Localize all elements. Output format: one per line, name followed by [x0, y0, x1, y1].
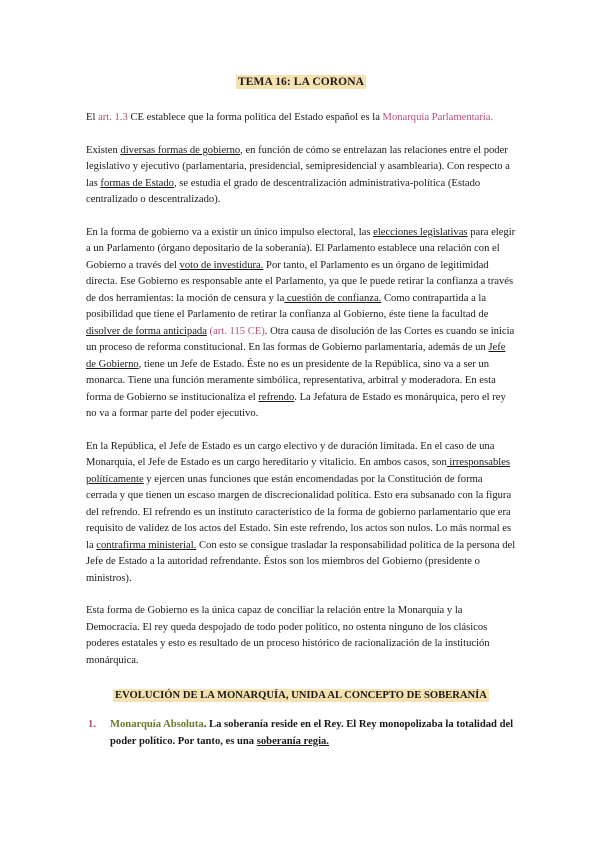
underlined-term: contrafirma ministerial. [96, 539, 197, 551]
list-number: 1. [88, 719, 96, 730]
paragraph-3: En la forma de gobierno va a existir un único impulso electoral, las elecciones legislativas para elegir a un Parlamento (órgano depositario de la soberanía). El Parlamento establece una relación con el Gobierno a través del voto de investidura. Por tanto, el Parlamento es un órgano de legitimidad directa. Ese Gobierno es responsable ante el Parlamento, ya que le puede retirar la confianza a través de dos herramientas: la moción de censura y la cuestión de confianza. Como contrapartida a la posibilidad que tiene el Parlamento de retirar la confianza al Gobierno, éste tiene la facultad de disolver de forma anticipada (art. 115 CE). Otra causa de disolución de las Cortes es cuando se inicia un proceso de reforma constitucional. En las formas de Gobierno parlamentaria, además de un Jefe de Gobierno, tiene un Jefe de Estado. Éste no es un presidente de la República, sino va a ser un monarca. Tiene una función meramente simbólica, representativa, arbitral y moderadora. En esta forma de Gobierno se institucionaliza el refrendo. La Jefatura de Estado es monárquica, pero el rey no va a formar parte del poder ejecutivo. [86, 226, 516, 419]
article-reference: art. 1.3 [98, 112, 128, 123]
numbered-list [86, 717, 516, 750]
list-item: 1. Monarquía Absoluta. La soberanía reside en el Rey. El Rey monopolizaba la totalidad del poder político. Por tanto, es una soberanía regia. [86, 717, 516, 750]
underlined-term: refrendo [258, 391, 295, 403]
underlined-term: irresponsables políticamente [86, 457, 511, 485]
underlined-term: soberanía regia. [256, 735, 329, 747]
underlined-term: diversas formas de gobierno [120, 144, 241, 156]
underlined-term: cuestión de confianza. [284, 292, 382, 304]
underlined-term: formas de Estado [100, 177, 174, 189]
paragraph-4: En la República, el Jefe de Estado es un cargo electivo y de duración limitada. En el caso de una Monarquía, el Jefe de Estado es un cargo hereditario y vitalicio. En ambos casos, son irresponsables políticamente y ejercen unas funciones que están encomendadas por la Constitución de forma cerrada y que tienen un escaso margen de discrecionalidad política. Esto era subsanado con la figura del refrendo. El refrendo es un instituto característico de la forma de gobierno parlamentario que era requisito de validez de los actos del Estado. Sin este refrendo, los actos son nulos. Lo más normal es la contrafirma ministerial. Con esto se consigue trasladar la responsabilidad política de la persona del Jefe de Estado a la autoridad refrendante. Éstos son los miembros del Gobierno (presidente o ministros). [86, 440, 516, 584]
monarquia-absoluta-term: Monarquía Absoluta [110, 719, 204, 730]
monarquia-parlamentaria-term: Monarquía Parlamentaria. [382, 112, 494, 123]
underlined-term: voto de investidura. [179, 259, 264, 271]
underlined-term: Jefe de Gobierno [86, 342, 506, 370]
paragraph-2: Existen diversas formas de gobierno, en función de cómo se entrelazan las relaciones entre el poder legislativo y ejecutivo (parlamentaria, presidencial, semipresidencial y asamblearia). Con respecto a las formas de Estado, se estudia el grado de descentralización administrativa-política (Estado centralizado o descentralizado). [86, 144, 510, 205]
page-title: TEMA 16: LA CORONA [237, 76, 365, 88]
article-reference: (art. 115 CE) [206, 325, 265, 337]
section-heading: EVOLUCIÓN DE LA MONARQUÍA, UNIDA AL CONCEPTO DE SOBERANÍA [115, 690, 487, 701]
paragraph-1: El art. 1.3 CE establece que la forma política del Estado español es la Monarquía Parlamentaria. [86, 112, 494, 123]
underlined-term: disolver de forma anticipada [86, 325, 207, 337]
underlined-term: elecciones legislativas [373, 226, 468, 238]
paragraph-5: Esta forma de Gobierno es la única capaz de conciliar la relación entre la Monarquía y la Democracia. El rey queda despojado de todo poder político, no ostenta ninguno de los clásicos poderes estatales y esto es resultado de un proceso histórico de racionalización de la institución monárquica. [86, 605, 490, 666]
